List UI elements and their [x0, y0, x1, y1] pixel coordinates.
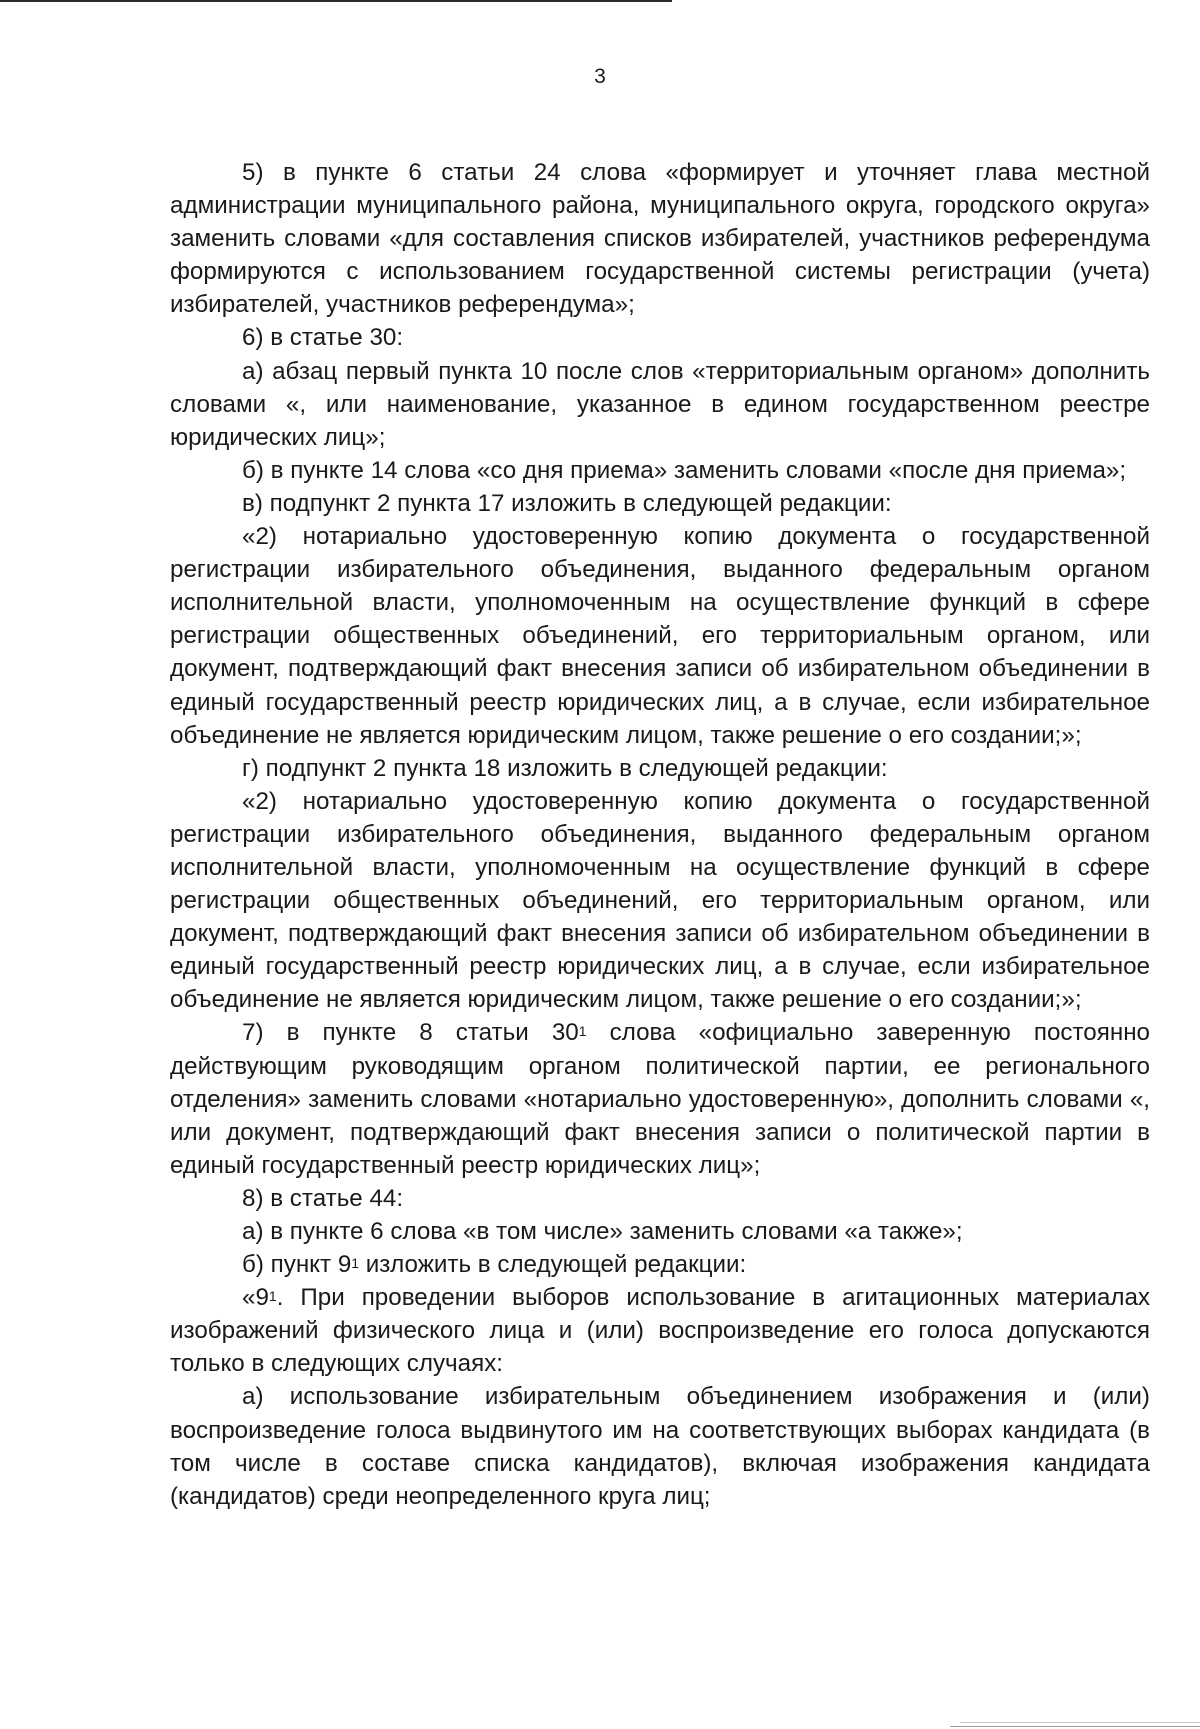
- paragraph-quote-9-1-after: . При проведении выборов использование в агитационных материалах изображений физического лица и (или) воспроизведение его голоса допускаются только в следующих случаях:: [170, 1284, 1150, 1378]
- superscript: 1: [578, 1023, 587, 1040]
- paragraph-item-8b-after: изложить в следующей редакции:: [359, 1251, 747, 1279]
- paragraph-item-7-before: 7) в пункте 8 статьи 30: [242, 1019, 579, 1047]
- paragraph-item-8b: [170, 1248, 1150, 1281]
- paragraph-item-6g: г) подпункт 2 пункта 18 изложить в следующей редакции:: [242, 754, 888, 782]
- superscript: 1: [351, 1255, 360, 1272]
- paragraph-item-5: 5) в пункте 6 статьи 24 слова «формирует и уточняет глава местной администрации муниципального района, муниципального округа, городского округа» заменить словами «для составления списков избирателей, участников референдума формируются с использованием государственной системы регистрации (учета) избирателей, участников референдума»;: [170, 159, 1150, 319]
- paragraph-item-7: [170, 1016, 1150, 1181]
- paragraph-quote-9-1-before: «9: [242, 1284, 269, 1312]
- paragraph-item-8: 8) в статье 44:: [242, 1184, 404, 1212]
- paragraph-item-8b-before: б) пункт 9: [242, 1251, 352, 1279]
- scan-bottom-edge-line: [960, 1722, 1200, 1723]
- document-body: [170, 156, 1150, 1513]
- paragraph-quote-18-2: «2) нотариально удостоверенную копию документа о государственной регистрации избирательного объединения, выданного федеральным органом исполнительной власти, уполномоченным на осуществление функций в сфере регистрации общественных объединений, его территориальным органом, или документ, подтверждающий факт внесения записи об избирательном объединении в единый государственный реестр юридических лиц, а в случае, если избирательное объединение не является юридическим лицом, также решение о его создании;»;: [170, 787, 1150, 1014]
- superscript: 1: [268, 1288, 277, 1305]
- paragraph-item-6: 6) в статье 30:: [242, 324, 404, 352]
- paragraph-item-6b: б) в пункте 14 слова «со дня приема» заменить словами «после дня приема»;: [242, 456, 1127, 484]
- page-number: 3: [594, 65, 606, 88]
- paragraph-quote-17-2: «2) нотариально удостоверенную копию документа о государственной регистрации избирательного объединения, выданного федеральным органом исполнительной власти, уполномоченным на осуществление функций в сфере регистрации общественных объединений, его территориальным органом, или документ, подтверждающий факт внесения записи об избирательном объединении в единый государственный реестр юридических лиц, а в случае, если избирательное объединение не является юридическим лицом, также решение о его создании;»;: [170, 523, 1150, 749]
- paragraph-item-6v: в) подпункт 2 пункта 17 изложить в следующей редакции:: [242, 489, 892, 517]
- paragraph-item-7-after: слова «официально заверенную постоянно действующим руководящим органом политической партии, ее регионального отделения» заменить словами «нотариально удостоверенную», дополнить словами «, или документ, подтверждающий факт внесения записи о политической партии в единый государственный реестр юридических лиц»;: [170, 1019, 1151, 1179]
- paragraph-quote-9-1: [170, 1281, 1150, 1380]
- scan-top-edge-line: [0, 0, 672, 2]
- paragraph-subitem-a: а) использование избирательным объединением изображения и (или) воспроизведение голоса выдвинутого им на соответствующих выборах кандидата (в том числе в составе списка кандидатов), включая изображения кандидата (кандидатов) среди неопределенного круга лиц;: [170, 1383, 1150, 1510]
- paragraph-item-8a: а) в пункте 6 слова «в том числе» заменить словами «а также»;: [242, 1218, 963, 1245]
- paragraph-item-6a: а) абзац первый пункта 10 после слов «территориальным органом» дополнить словами «, или наименование, указанное в едином государственном реестре юридических лиц»;: [170, 357, 1150, 451]
- scan-bottom-edge-line: [950, 1726, 1200, 1727]
